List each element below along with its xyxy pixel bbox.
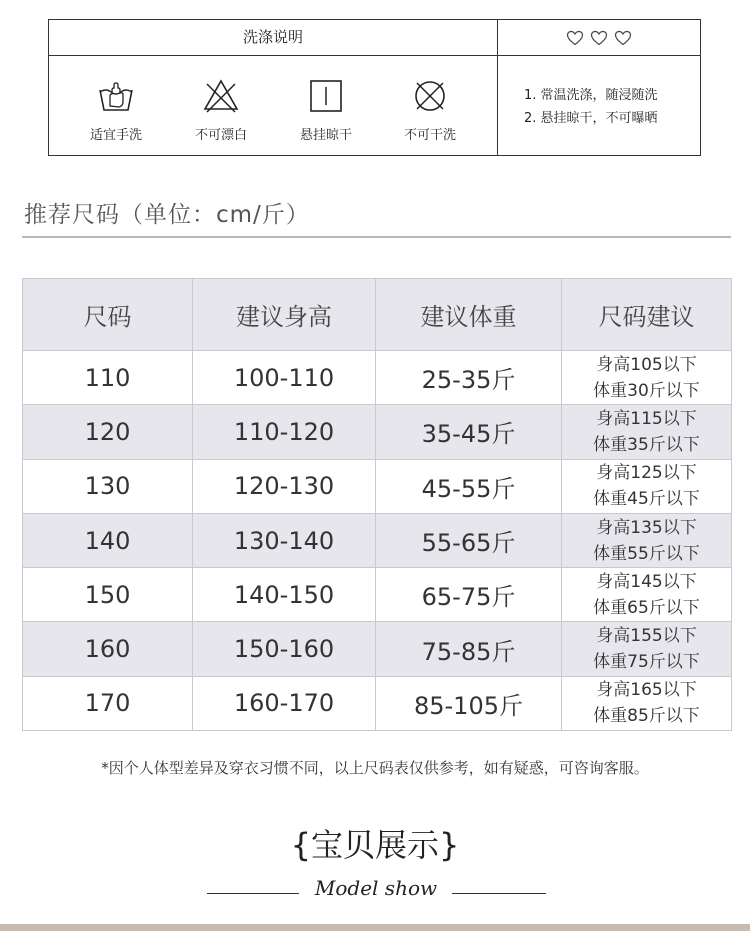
size-cell: 170 [23, 676, 193, 730]
advice-weight: 体重55斤以下 [593, 543, 700, 564]
size-cell: 130 [23, 459, 193, 513]
height-cell: 160-170 [193, 676, 376, 730]
table-row [23, 513, 732, 567]
care-title: 洗涤说明 [242, 28, 303, 46]
hang-dry-icon [306, 76, 346, 116]
height-cell: 110-120 [193, 405, 376, 459]
size-cell: 140 [23, 513, 193, 567]
size-cell: 120 [23, 405, 193, 459]
care-note: 2. 悬挂晾干，不可曝晒 [524, 111, 658, 126]
care-label: 不可漂白 [194, 128, 247, 143]
weight-cell: 85-105斤 [376, 676, 562, 730]
size-cell: 150 [23, 568, 193, 622]
size-table [22, 278, 732, 731]
weight-cell: 75-85斤 [376, 622, 562, 676]
size-note: *因个人体型差异及穿衣习惯不同，以上尺码表仅供参考，如有疑惑，可咨询客服。 [101, 759, 649, 777]
advice-weight: 体重75斤以下 [593, 652, 700, 673]
divider [452, 893, 546, 894]
care-label: 不可干洗 [403, 128, 456, 143]
heart-icon [590, 30, 608, 46]
no-bleach-icon [201, 76, 241, 116]
advice-weight: 体重30斤以下 [593, 380, 700, 401]
care-label: 适宜手洗 [89, 128, 142, 143]
height-cell: 150-160 [193, 622, 376, 676]
advice-height: 身高155以下 [596, 626, 697, 647]
weight-cell: 45-55斤 [376, 459, 562, 513]
table-header-row [23, 279, 732, 351]
model-photo-edge [0, 924, 750, 931]
column-header: 尺码建议 [562, 279, 732, 351]
height-cell: 140-150 [193, 568, 376, 622]
advice-cell [562, 459, 732, 513]
care-instructions-box [48, 19, 701, 156]
advice-height: 身高115以下 [596, 408, 697, 429]
care-notes [498, 56, 700, 155]
advice-height: 身高135以下 [596, 517, 697, 538]
table-row [23, 568, 732, 622]
size-section-title: 推荐尺码（单位：cm/斤） [24, 202, 310, 228]
size-cell: 160 [23, 622, 193, 676]
advice-cell [562, 568, 732, 622]
advice-weight: 体重45斤以下 [593, 489, 700, 510]
advice-height: 身高165以下 [596, 680, 697, 701]
showcase-title: {宝贝展示} [290, 826, 460, 864]
advice-cell [562, 513, 732, 567]
table-row [23, 676, 732, 730]
hand-wash-icon [96, 76, 136, 116]
weight-cell: 65-75斤 [376, 568, 562, 622]
divider [22, 236, 731, 238]
heart-icon [566, 30, 584, 46]
table-row [23, 351, 732, 405]
showcase-subtitle: Model show [314, 876, 438, 900]
height-cell: 130-140 [193, 513, 376, 567]
advice-cell [562, 405, 732, 459]
care-note: 1. 常温洗涤，随浸随洗 [524, 88, 658, 103]
weight-cell: 35-45斤 [376, 405, 562, 459]
weight-cell: 55-65斤 [376, 513, 562, 567]
column-header: 尺码 [23, 279, 193, 351]
advice-weight: 体重65斤以下 [593, 597, 700, 618]
hearts-decoration [497, 20, 700, 55]
height-cell: 100-110 [193, 351, 376, 405]
no-dry-clean-icon [410, 76, 450, 116]
column-header: 建议身高 [193, 279, 376, 351]
table-row [23, 459, 732, 513]
height-cell: 120-130 [193, 459, 376, 513]
advice-weight: 体重35斤以下 [593, 434, 700, 455]
size-cell: 110 [23, 351, 193, 405]
advice-height: 身高145以下 [596, 571, 697, 592]
care-label: 悬挂晾干 [299, 128, 352, 143]
care-icons-row [49, 56, 497, 155]
heart-icon [614, 30, 632, 46]
advice-cell [562, 622, 732, 676]
advice-weight: 体重85斤以下 [593, 706, 700, 727]
advice-height: 身高125以下 [596, 463, 697, 484]
advice-cell [562, 676, 732, 730]
advice-height: 身高105以下 [596, 354, 697, 375]
table-row [23, 405, 732, 459]
column-header: 建议体重 [376, 279, 562, 351]
weight-cell: 25-35斤 [376, 351, 562, 405]
advice-cell [562, 351, 732, 405]
table-row [23, 622, 732, 676]
divider [207, 893, 299, 894]
